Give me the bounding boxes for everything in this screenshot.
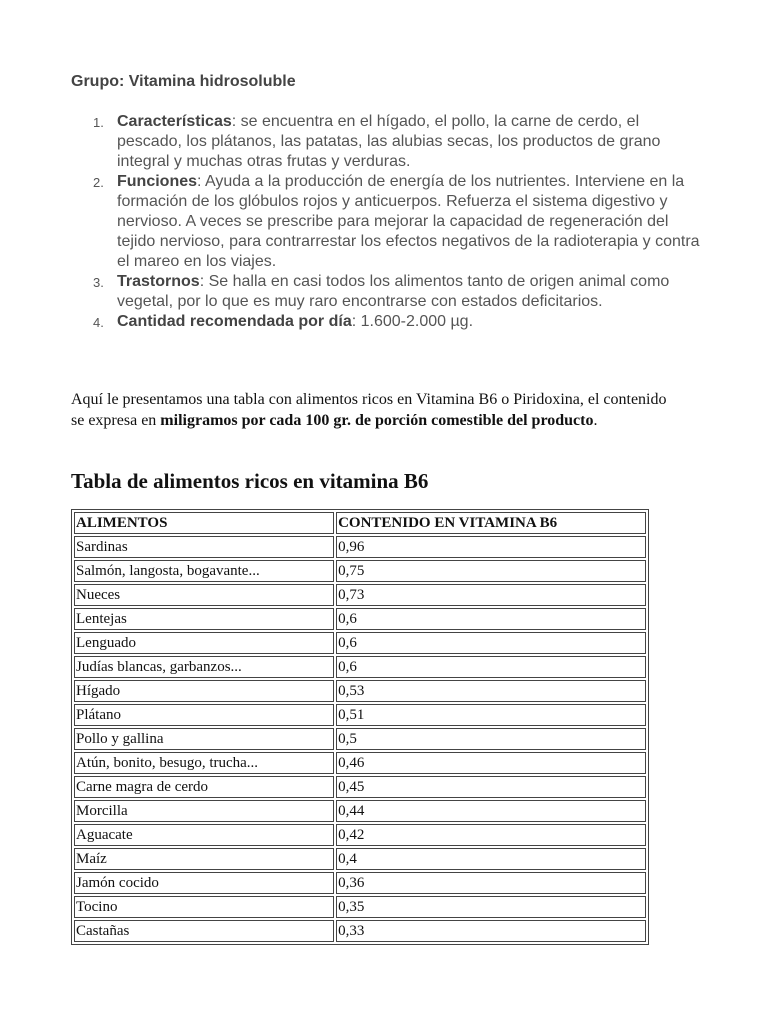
table-row	[74, 920, 646, 942]
intro-text-end: .	[593, 412, 598, 429]
table-row	[74, 800, 646, 822]
b6-content-cell: 0,75	[336, 560, 646, 582]
list-number: 1.	[93, 115, 104, 130]
table-row	[74, 560, 646, 582]
table-row	[74, 656, 646, 678]
table-row	[74, 848, 646, 870]
table-row	[74, 632, 646, 654]
food-name-cell: Judías blancas, garbanzos...	[74, 656, 334, 678]
property-text: : se encuentra en el hígado, el pollo, la carne de cerdo, el pescado, los plátanos, las patatas, las alubias secas, los productos de grano integral y muchas otras frutas y verduras.	[117, 113, 661, 170]
food-name-cell: Pollo y gallina	[74, 728, 334, 750]
b6-content-cell: 0,73	[336, 584, 646, 606]
food-name-cell: Nueces	[74, 584, 334, 606]
list-item	[71, 312, 701, 332]
food-name-cell: Plátano	[74, 704, 334, 726]
b6-content-cell: 0,45	[336, 776, 646, 798]
b6-content-cell: 0,4	[336, 848, 646, 870]
table-row	[74, 680, 646, 702]
food-name-cell: Maíz	[74, 848, 334, 870]
food-name-cell: Tocino	[74, 896, 334, 918]
list-item	[71, 272, 701, 312]
property-text: : Se halla en casi todos los alimentos tanto de origen animal como vegetal, por lo que es muy raro encontrarse con estados deficitarios.	[117, 273, 670, 310]
table-row	[74, 704, 646, 726]
food-name-cell: Morcilla	[74, 800, 334, 822]
table-header-row	[74, 512, 646, 534]
table-row	[74, 536, 646, 558]
food-name-cell: Salmón, langosta, bogavante...	[74, 560, 334, 582]
list-number: 3.	[93, 275, 104, 290]
b6-content-cell: 0,51	[336, 704, 646, 726]
table-row	[74, 608, 646, 630]
table-row	[74, 728, 646, 750]
property-term: Trastornos	[117, 273, 200, 290]
property-text: : 1.600-2.000 µg.	[351, 313, 474, 330]
food-name-cell: Hígado	[74, 680, 334, 702]
food-name-cell: Aguacate	[74, 824, 334, 846]
b6-content-cell: 0,6	[336, 656, 646, 678]
table-title: Tabla de alimentos ricos en vitamina B6	[71, 469, 429, 493]
b6-content-cell: 0,6	[336, 608, 646, 630]
food-name-cell: Lentejas	[74, 608, 334, 630]
food-name-cell: Carne magra de cerdo	[74, 776, 334, 798]
property-term: Características	[117, 113, 232, 130]
food-name-cell: Atún, bonito, besugo, trucha...	[74, 752, 334, 774]
table-row	[74, 752, 646, 774]
table-row	[74, 896, 646, 918]
column-header-food: ALIMENTOS	[74, 512, 334, 534]
b6-content-cell: 0,6	[336, 632, 646, 654]
b6-content-cell: 0,96	[336, 536, 646, 558]
intro-text: Aquí le presentamos una tabla con alimentos ricos en Vitamina B6 o Piridoxina, el contenido se expresa en	[71, 391, 667, 429]
list-item	[71, 172, 701, 272]
b6-content-cell: 0,46	[336, 752, 646, 774]
group-heading: Grupo: Vitamina hidrosoluble	[71, 73, 296, 90]
b6-content-cell: 0,42	[336, 824, 646, 846]
food-name-cell: Jamón cocido	[74, 872, 334, 894]
vitamin-properties-list	[71, 112, 701, 332]
table-row	[74, 824, 646, 846]
b6-content-cell: 0,53	[336, 680, 646, 702]
intro-bold-text: miligramos por cada 100 gr. de porción comestible del producto	[160, 412, 594, 429]
vitamin-b6-table	[71, 509, 649, 945]
b6-content-cell: 0,33	[336, 920, 646, 942]
list-number: 2.	[93, 175, 104, 190]
property-term: Cantidad recomendada por día	[117, 313, 352, 330]
property-term: Funciones	[117, 173, 198, 190]
b6-content-cell: 0,5	[336, 728, 646, 750]
list-number: 4.	[93, 315, 104, 330]
property-text: : Ayuda a la producción de energía de los nutrientes. Interviene en la formación de los glóbulos rojos y anticuerpos. Refuerza el sistema digestivo y nervioso. A veces se prescribe para mejorar la capacidad de regeneración del tejido nervioso, para contrarrestar los efectos negativos de la radioterapia y contra el mareo en los viajes.	[117, 173, 700, 270]
food-name-cell: Castañas	[74, 920, 334, 942]
table-row	[74, 872, 646, 894]
column-header-content: CONTENIDO EN VITAMINA B6	[336, 512, 646, 534]
table-row	[74, 584, 646, 606]
intro-paragraph	[71, 389, 671, 431]
table-row	[74, 776, 646, 798]
b6-content-cell: 0,44	[336, 800, 646, 822]
b6-content-cell: 0,35	[336, 896, 646, 918]
list-item	[71, 112, 701, 172]
food-name-cell: Lenguado	[74, 632, 334, 654]
food-name-cell: Sardinas	[74, 536, 334, 558]
b6-content-cell: 0,36	[336, 872, 646, 894]
